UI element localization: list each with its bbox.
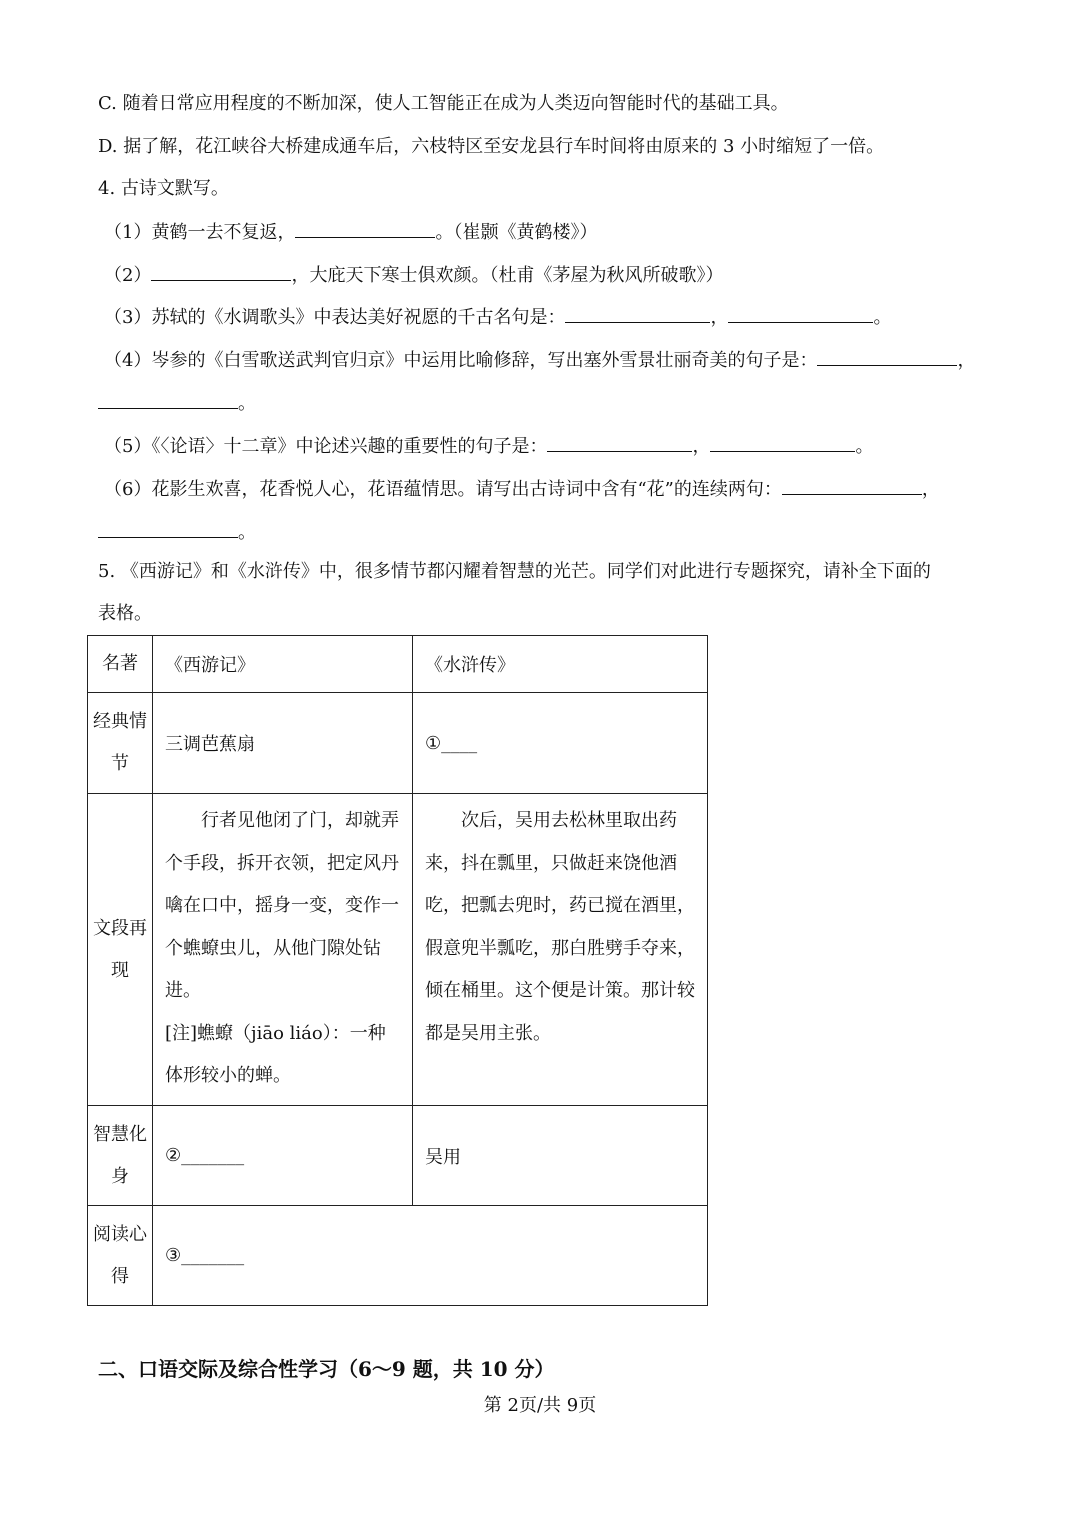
question-4-3: [104, 304, 891, 331]
question-5-title-cont: 表格。: [98, 603, 152, 624]
table-row: [88, 1206, 708, 1306]
q4-2-num: （2）: [104, 265, 152, 286]
q4-3-text: （3）苏轼的《水调歌头》中表达美好祝愿的千古名句是：: [104, 307, 566, 328]
row-label: 文段再现: [88, 794, 153, 1106]
row-label: 经典情节: [88, 693, 153, 794]
answer-blank[interactable]: [710, 433, 855, 452]
option-d: D. 据了解，花江峡谷大桥建成通车后，六枝特区至安龙县行车时间将由原来的 3 小时缩短了一倍。: [98, 136, 885, 157]
period: 。: [238, 522, 256, 543]
question-4-title: 4. 古诗文默写。: [98, 178, 229, 199]
answer-blank[interactable]: [728, 304, 873, 323]
q4-5-text: （5）《〈论语〉十二章》中论述兴趣的重要性的句子是：: [104, 436, 548, 457]
row-label: 阅读心得: [88, 1206, 153, 1306]
comma: ，: [957, 350, 976, 371]
answer-blank[interactable]: [817, 347, 957, 366]
q4-6-text: （6）花影生欢喜，花香悦人心，花语蕴情思。请写出古诗词中含有“花”的连续两句：: [104, 479, 782, 500]
q4-4-text: （4）岑参的《白雪歌送武判官归京》中运用比喻修辞，写出塞外雪景壮丽奇美的句子是：: [104, 350, 818, 371]
answer-blank[interactable]: [98, 390, 238, 409]
cell-xyj-wisdom-blank[interactable]: ②_______: [153, 1106, 413, 1206]
novel-table: [87, 635, 708, 1306]
passage-text: 次后，吴用去松林里取出药来，抖在瓢里，只做赶来饶他酒吃，把瓢去兜时，药已搅在酒里，假意兜半瓢吃，那白胜劈手夺来，倾在桶里。这个便是计策。那计较都是吴用主张。: [425, 810, 695, 1044]
period: 。: [873, 307, 892, 328]
header-xyj: 《西游记》: [153, 636, 413, 693]
table-row: [88, 636, 708, 693]
header-shz: 《水浒传》: [413, 636, 708, 693]
passage-note: [注]蟭蟟（jiāo liáo）：一种体形较小的蝉。: [165, 1022, 386, 1086]
period: 。: [855, 436, 874, 457]
table-row: [88, 693, 708, 794]
question-5-title: 5. 《西游记》和《水浒传》中，很多情节都闪耀着智慧的光芒。同学们对此进行专题探究，请补全下面的: [98, 561, 931, 582]
comma: ，: [710, 307, 729, 328]
passage-text: 行者见他闭了门，却就弄个手段，拆开衣领，把定风丹噙在口中，摇身一变，变作一个蟭蟟虫儿，从他门隙处钻进。: [165, 810, 399, 1001]
page-footer: 第 2页/共 9页: [483, 1395, 597, 1416]
answer-blank[interactable]: [565, 304, 710, 323]
question-4-4: [104, 347, 975, 374]
question-4-1: [104, 219, 597, 246]
option-c: C. 随着日常应用程度的不断加深，使人工智能正在成为人类迈向智能时代的基础工具。: [98, 93, 789, 114]
cell-shz-passage: [413, 794, 708, 1106]
answer-blank[interactable]: [98, 519, 238, 538]
answer-blank[interactable]: [782, 476, 922, 495]
question-4-2: [104, 262, 723, 289]
header-label: 名著: [88, 636, 153, 693]
row-label: 智慧化身: [88, 1106, 153, 1206]
cell-shz-plot-blank[interactable]: ①____: [413, 693, 708, 794]
question-4-4-cont: [98, 390, 256, 417]
question-4-6-cont: [98, 519, 256, 546]
question-4-6: [104, 476, 940, 503]
cell-shz-wisdom: 吴用: [413, 1106, 708, 1206]
answer-blank[interactable]: [295, 219, 435, 238]
cell-xyj-passage: [153, 794, 413, 1106]
section-heading: 二、口语交际及综合性学习（6～9 题，共 10 分）: [98, 1357, 555, 1381]
table-row: [88, 1106, 708, 1206]
answer-blank[interactable]: [151, 262, 291, 281]
q4-1-source: 。（崔颢《黄鹤楼》）: [435, 222, 598, 243]
table-row: [88, 794, 708, 1106]
question-4-5: [104, 433, 873, 460]
q4-2-text: ，大庇天下寒士俱欢颜。（杜甫《茅屋为秋风所破歌》）: [291, 265, 724, 286]
cell-xyj-plot: 三调芭蕉扇: [153, 693, 413, 794]
q4-1-text: （1）黄鹤一去不复返，: [104, 222, 296, 243]
comma: ，: [692, 436, 711, 457]
period: 。: [238, 393, 256, 414]
answer-blank[interactable]: [547, 433, 692, 452]
comma: ，: [921, 479, 940, 500]
cell-reading-blank[interactable]: ③_______: [153, 1206, 708, 1306]
